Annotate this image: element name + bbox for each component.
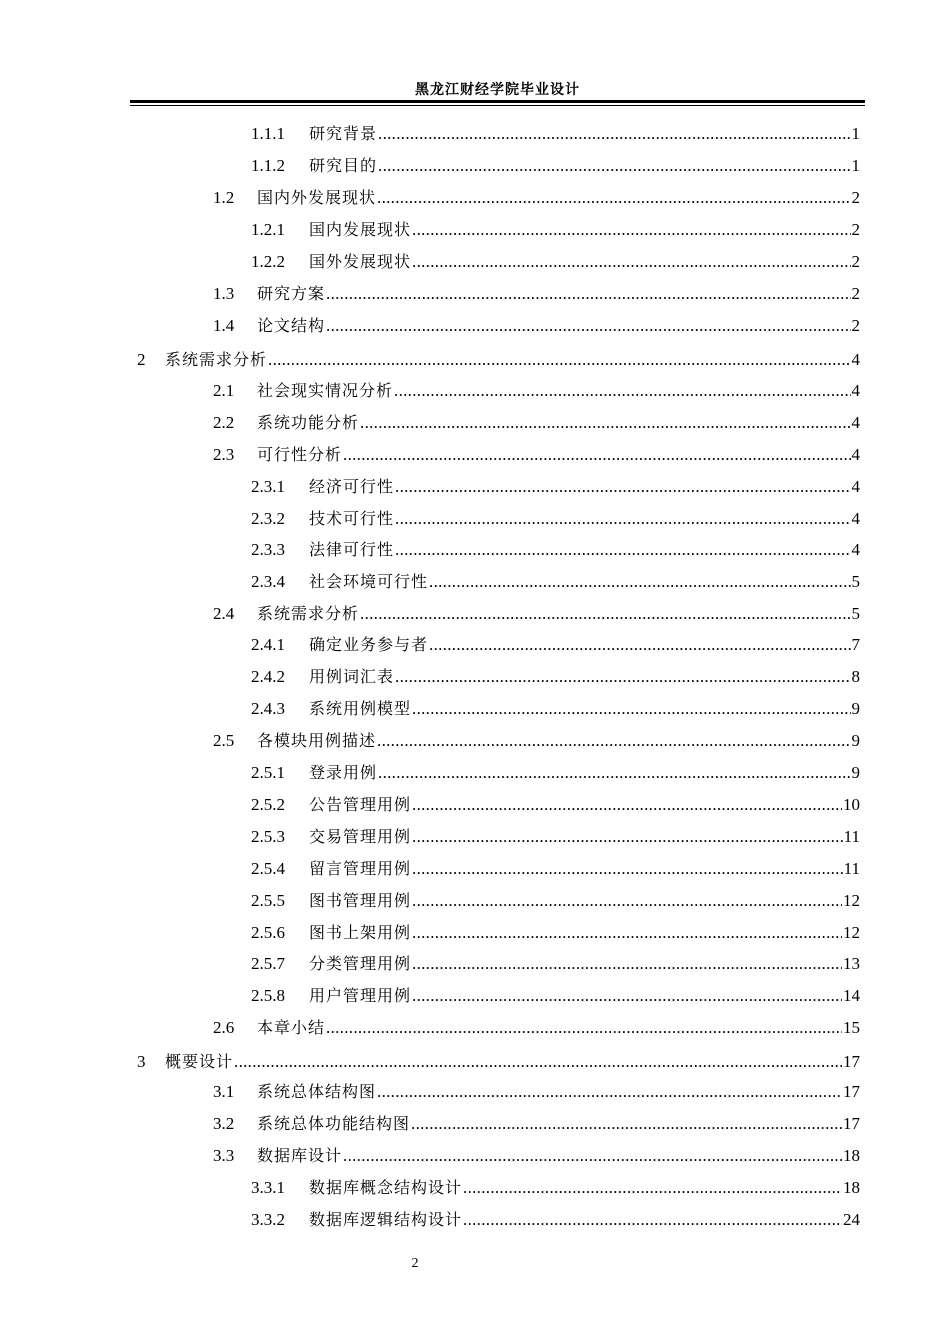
toc-entry-title: 法律可行性 bbox=[309, 540, 395, 559]
toc-entry-page: 1 bbox=[851, 156, 860, 175]
toc-entry-number: 3.1 bbox=[213, 1082, 235, 1101]
toc-entry-page: 18 bbox=[843, 1146, 860, 1165]
toc-dot-leader bbox=[360, 604, 850, 624]
toc-entry-number: 1.3 bbox=[213, 284, 235, 303]
toc-entry[interactable] bbox=[251, 1206, 860, 1230]
toc-entry-page: 4 bbox=[851, 445, 860, 464]
toc-entry-title: 概要设计 bbox=[165, 1052, 234, 1071]
toc-dot-leader bbox=[326, 316, 850, 336]
toc-entry-title: 交易管理用例 bbox=[309, 827, 412, 846]
toc-entry[interactable] bbox=[213, 1142, 860, 1166]
toc-dot-leader bbox=[411, 1114, 842, 1134]
toc-dot-leader bbox=[343, 445, 850, 465]
toc-dot-leader bbox=[412, 252, 850, 272]
toc-entry-title: 系统用例模型 bbox=[309, 699, 412, 718]
page-number: 2 bbox=[411, 1256, 419, 1271]
toc-entry-page: 14 bbox=[843, 986, 860, 1005]
toc-entry[interactable] bbox=[251, 855, 860, 879]
toc-entry-page: 4 bbox=[851, 350, 860, 369]
toc-entry-number: 2.4.3 bbox=[251, 699, 285, 718]
toc-dot-leader bbox=[395, 509, 850, 529]
toc-entry-number: 2.2 bbox=[213, 413, 235, 432]
toc-entry-title: 研究方案 bbox=[257, 284, 326, 303]
toc-entry[interactable] bbox=[213, 1078, 860, 1102]
toc-dot-leader bbox=[394, 381, 850, 401]
toc-entry-page: 5 bbox=[851, 604, 860, 623]
toc-entry-page: 4 bbox=[851, 477, 860, 496]
toc-entry-number: 2.1 bbox=[213, 381, 235, 400]
toc-entry-number: 3 bbox=[137, 1052, 146, 1071]
toc-entry-number: 2.3.2 bbox=[251, 509, 285, 528]
toc-entry-page: 4 bbox=[851, 509, 860, 528]
toc-entry-title: 系统总体结构图 bbox=[257, 1082, 377, 1101]
toc-dot-leader bbox=[378, 124, 850, 144]
toc-entry-page: 18 bbox=[843, 1178, 860, 1197]
toc-entry-number: 2.3.3 bbox=[251, 540, 285, 559]
toc-entry-number: 2.3 bbox=[213, 445, 235, 464]
toc-entry-number: 1.2 bbox=[213, 188, 235, 207]
toc-entry[interactable] bbox=[251, 248, 860, 272]
toc-entry[interactable] bbox=[213, 312, 860, 336]
toc-entry-page: 7 bbox=[851, 635, 860, 654]
toc-entry-title: 数据库逻辑结构设计 bbox=[309, 1210, 463, 1229]
toc-entry[interactable] bbox=[251, 120, 860, 144]
toc-entry-page: 24 bbox=[843, 1210, 860, 1229]
toc-entry-number: 2.5.5 bbox=[251, 891, 285, 910]
toc-entry-page: 11 bbox=[843, 827, 860, 846]
toc-dot-leader bbox=[412, 699, 850, 719]
toc-entry-number: 3.3.2 bbox=[251, 1210, 285, 1229]
toc-dot-leader bbox=[395, 540, 850, 560]
toc-dot-leader bbox=[412, 891, 842, 911]
toc-dot-leader bbox=[378, 156, 850, 176]
toc-entry-title: 系统需求分析 bbox=[257, 604, 360, 623]
toc-dot-leader bbox=[429, 635, 850, 655]
toc-entry[interactable] bbox=[251, 505, 860, 529]
toc-entry[interactable] bbox=[251, 568, 860, 592]
toc-entry-page: 12 bbox=[843, 923, 860, 942]
toc-entry-number: 3.3.1 bbox=[251, 1178, 285, 1197]
toc-entry-page: 2 bbox=[851, 284, 860, 303]
toc-entry-title: 数据库概念结构设计 bbox=[309, 1178, 463, 1197]
toc-entry-title: 经济可行性 bbox=[309, 477, 395, 496]
toc-entry-title: 技术可行性 bbox=[309, 509, 395, 528]
toc-entry-title: 可行性分析 bbox=[257, 445, 343, 464]
toc-entry[interactable] bbox=[251, 759, 860, 783]
toc-dot-leader bbox=[234, 1052, 842, 1072]
toc-dot-leader bbox=[429, 572, 850, 592]
toc-entry-number: 2.4.1 bbox=[251, 635, 285, 654]
toc-entry[interactable] bbox=[251, 663, 860, 687]
toc-entry-page: 12 bbox=[843, 891, 860, 910]
toc-entry-page: 8 bbox=[851, 667, 860, 686]
toc-entry-number: 1.1.2 bbox=[251, 156, 285, 175]
toc-dot-leader bbox=[326, 1018, 842, 1038]
toc-entry-title: 本章小结 bbox=[257, 1018, 326, 1037]
toc-entry-number: 2.5.3 bbox=[251, 827, 285, 846]
toc-entry-number: 2.4.2 bbox=[251, 667, 285, 686]
toc-entry-page: 15 bbox=[843, 1018, 860, 1037]
toc-entry-title: 系统总体功能结构图 bbox=[257, 1114, 411, 1133]
toc-entry[interactable] bbox=[213, 441, 860, 465]
toc-entry-page: 11 bbox=[843, 859, 860, 878]
toc-entry-title: 用户管理用例 bbox=[309, 986, 412, 1005]
toc-entry[interactable] bbox=[251, 887, 860, 911]
toc-entry[interactable] bbox=[137, 346, 860, 370]
toc-entry-title: 公告管理用例 bbox=[309, 795, 412, 814]
toc-entry[interactable] bbox=[213, 600, 860, 624]
toc-entry-number: 2 bbox=[137, 350, 146, 369]
toc-entry-title: 社会环境可行性 bbox=[309, 572, 429, 591]
toc-entry-number: 1.2.2 bbox=[251, 252, 285, 271]
toc-entry-number: 2.5.7 bbox=[251, 954, 285, 973]
toc-dot-leader bbox=[412, 795, 842, 815]
toc-entry-page: 17 bbox=[843, 1052, 860, 1071]
toc-dot-leader bbox=[463, 1178, 842, 1198]
toc-entry[interactable] bbox=[251, 695, 860, 719]
toc-entry[interactable] bbox=[251, 152, 860, 176]
toc-dot-leader bbox=[412, 986, 842, 1006]
toc-entry-page: 10 bbox=[843, 795, 860, 814]
toc-dot-leader bbox=[343, 1146, 842, 1166]
toc-entry-number: 2.4 bbox=[213, 604, 235, 623]
toc-entry[interactable] bbox=[137, 1048, 860, 1072]
toc-dot-leader bbox=[377, 731, 850, 751]
toc-dot-leader bbox=[360, 413, 850, 433]
toc-entry-page: 4 bbox=[851, 381, 860, 400]
toc-entry[interactable] bbox=[213, 184, 860, 208]
toc-entry[interactable] bbox=[213, 727, 860, 751]
toc-entry-number: 2.3.4 bbox=[251, 572, 285, 591]
toc-entry-title: 登录用例 bbox=[309, 763, 378, 782]
toc-entry[interactable] bbox=[251, 791, 860, 815]
toc-entry-title: 系统需求分析 bbox=[165, 350, 268, 369]
toc-entry-title: 确定业务参与者 bbox=[309, 635, 429, 654]
toc-entry-number: 2.5.8 bbox=[251, 986, 285, 1005]
toc-dot-leader bbox=[395, 667, 850, 687]
toc-entry-title: 留言管理用例 bbox=[309, 859, 412, 878]
toc-entry-title: 用例词汇表 bbox=[309, 667, 395, 686]
page-header-title: 黑龙江财经学院毕业设计 bbox=[415, 82, 580, 98]
toc-entry-page: 17 bbox=[843, 1082, 860, 1101]
toc-entry-number: 2.3.1 bbox=[251, 477, 285, 496]
toc-entry[interactable] bbox=[213, 1110, 860, 1134]
toc-entry-title: 国内发展现状 bbox=[309, 220, 412, 239]
toc-entry-page: 9 bbox=[851, 731, 860, 750]
toc-entry[interactable] bbox=[251, 1174, 860, 1198]
toc-entry[interactable] bbox=[251, 982, 860, 1006]
toc-entry-title: 论文结构 bbox=[257, 316, 326, 335]
toc-entry-page: 9 bbox=[851, 699, 860, 718]
toc-entry-title: 国外发展现状 bbox=[309, 252, 412, 271]
toc-entry-number: 1.4 bbox=[213, 316, 235, 335]
toc-dot-leader bbox=[378, 763, 850, 783]
toc-dot-leader bbox=[268, 350, 850, 370]
toc-entry-page: 2 bbox=[851, 188, 860, 207]
toc-entry-title: 图书管理用例 bbox=[309, 891, 412, 910]
toc-entry-page: 2 bbox=[851, 220, 860, 239]
toc-dot-leader bbox=[412, 954, 842, 974]
toc-entry[interactable] bbox=[251, 631, 860, 655]
toc-entry[interactable] bbox=[251, 473, 860, 497]
toc-entry[interactable] bbox=[251, 536, 860, 560]
toc-entry-title: 图书上架用例 bbox=[309, 923, 412, 942]
toc-entry-title: 社会现实情况分析 bbox=[257, 381, 394, 400]
toc-entry-number: 2.5.1 bbox=[251, 763, 285, 782]
toc-entry[interactable] bbox=[213, 280, 860, 304]
toc-dot-leader bbox=[463, 1210, 842, 1230]
toc-entry-page: 17 bbox=[843, 1114, 860, 1133]
toc-dot-leader bbox=[412, 220, 850, 240]
toc-dot-leader bbox=[377, 188, 850, 208]
toc-dot-leader bbox=[395, 477, 850, 497]
toc-dot-leader bbox=[412, 827, 843, 847]
toc-entry-number: 3.2 bbox=[213, 1114, 235, 1133]
toc-entry-number: 3.3 bbox=[213, 1146, 235, 1165]
toc-entry-page: 2 bbox=[851, 252, 860, 271]
toc-entry[interactable] bbox=[251, 216, 860, 240]
toc-dot-leader bbox=[412, 859, 843, 879]
toc-entry-number: 2.6 bbox=[213, 1018, 235, 1037]
toc-entry-title: 国内外发展现状 bbox=[257, 188, 377, 207]
toc-entry-number: 2.5 bbox=[213, 731, 235, 750]
toc-entry-number: 2.5.6 bbox=[251, 923, 285, 942]
toc-entry-page: 4 bbox=[851, 413, 860, 432]
toc-entry-page: 9 bbox=[851, 763, 860, 782]
toc-entry-title: 系统功能分析 bbox=[257, 413, 360, 432]
toc-dot-leader bbox=[412, 923, 842, 943]
toc-entry-page: 5 bbox=[851, 572, 860, 591]
toc-entry-number: 1.2.1 bbox=[251, 220, 285, 239]
toc-entry-title: 研究背景 bbox=[309, 124, 378, 143]
toc-entry-title: 各模块用例描述 bbox=[257, 731, 377, 750]
toc-entry-title: 数据库设计 bbox=[257, 1146, 343, 1165]
toc-entry-number: 1.1.1 bbox=[251, 124, 285, 143]
toc-entry-title: 研究目的 bbox=[309, 156, 378, 175]
toc-entry-page: 4 bbox=[851, 540, 860, 559]
toc-entry[interactable] bbox=[251, 823, 860, 847]
toc-entry[interactable] bbox=[213, 409, 860, 433]
toc-dot-leader bbox=[377, 1082, 842, 1102]
toc-entry-number: 2.5.4 bbox=[251, 859, 285, 878]
toc-entry-number: 2.5.2 bbox=[251, 795, 285, 814]
toc-entry-page: 2 bbox=[851, 316, 860, 335]
toc-entry-page: 1 bbox=[851, 124, 860, 143]
toc-entry[interactable] bbox=[213, 1014, 860, 1038]
toc-entry[interactable] bbox=[213, 377, 860, 401]
toc-entry-title: 分类管理用例 bbox=[309, 954, 412, 973]
toc-dot-leader bbox=[326, 284, 850, 304]
toc-entry[interactable] bbox=[251, 950, 860, 974]
toc-entry-page: 13 bbox=[843, 954, 860, 973]
toc-entry[interactable] bbox=[251, 919, 860, 943]
